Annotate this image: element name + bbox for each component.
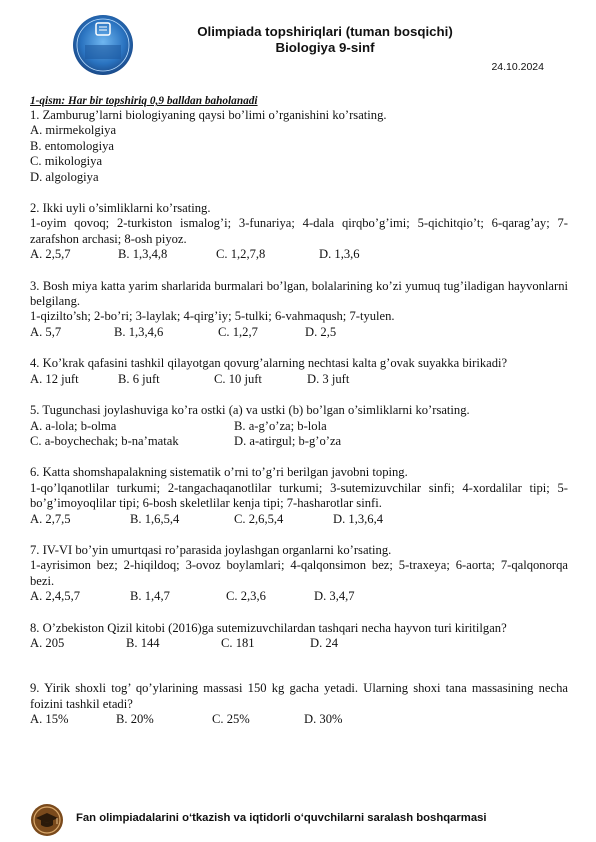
graduation-cap-icon [30, 803, 64, 837]
question-9: 9. Yirik shoxli tog’ qo’ylarining massasi 150 kg gacha yetadi. Ularning shoxi tana massasining necha foizini tashkil etadi? [30, 681, 568, 711]
options-row-2 [30, 247, 568, 262]
option-6b: B. 1,6,5,4 [130, 511, 180, 526]
option-4a: A. 12 juft [30, 371, 79, 386]
option-6d: D. 1,3,6,4 [333, 511, 384, 526]
option-7d: D. 3,4,7 [314, 589, 355, 604]
document-title: Olimpiada topshiriqlari (tuman bosqichi) [197, 24, 453, 39]
option-1a: A. mirmekolgiya [30, 123, 117, 138]
questions-container [30, 95, 568, 728]
option-9a: A. 15% [30, 712, 69, 727]
question-7-items: 1-ayrisimon bez; 2-hiqildoq; 3-ovoz boylamlari; 4-qalqonsimon bez; 5-traxeya; 6-aorta; 7-qalqonorqa bezi. [30, 558, 568, 588]
option-1d: D. algologiya [30, 169, 99, 184]
options-row-3 [30, 325, 568, 340]
option-3d: D. 2,5 [305, 324, 337, 339]
question-6-items: 1-qo’lqanotlilar turkumi; 2-tangachaqanotlilar turkumi; 3-sutemizuvchilar sinfi; 4-xordalilar tipi; 5-bo’g’imoyoqlilar tipi; 6-bosh skeletlilar kenja tipi; 7-hasharotlar sinfi. [30, 480, 568, 511]
document-date: 24.10.2024 [491, 61, 544, 73]
options-row-9 [30, 712, 568, 727]
options-row-5a [30, 419, 568, 434]
school-logo [72, 14, 134, 76]
option-6c: C. 2,6,5,4 [234, 511, 284, 526]
option-2b: B. 1,3,4,8 [118, 247, 168, 262]
question-3: 3. Bosh miya katta yarim sharlarida burmalari bo’lgan, bolalarining ko’zi yumuq tug’iladigan hayvonlarni belgilang. [30, 278, 568, 309]
footer-text: Fan olimpiadalarini o‘tkazish va iqtidorli o‘quvchilarni saralash boshqarmasi [76, 812, 487, 824]
option-2c: C. 1,2,7,8 [216, 247, 266, 262]
option-8b: B. 144 [126, 635, 160, 650]
options-row-5b [30, 434, 568, 449]
option-7c: C. 2,3,6 [226, 589, 266, 604]
option-3a: A. 5,7 [30, 324, 62, 339]
options-row-4 [30, 372, 568, 387]
option-1c: C. mikologiya [30, 154, 103, 169]
options-row-6 [30, 512, 568, 527]
question-3-items: 1-qizilto’sh; 2-bo’ri; 3-laylak; 4-qirg’iy; 5-tulki; 6-vahmaqush; 7-tyulen. [30, 309, 395, 324]
option-6a: A. 2,7,5 [30, 511, 71, 526]
question-2: 2. Ikki uyli o’simliklarni ko’rsating. [30, 201, 211, 216]
question-1: 1. Zamburug’larni biologiyaning qaysi bo’limi o’rganishini ko’rsating. [30, 108, 387, 122]
option-5d: D. a-atirgul; b-g’o’za [234, 433, 342, 448]
question-7: 7. IV-VI bo’yin umurtqasi ro’parasida joylashgan organlarni ko’rsating. [30, 542, 392, 557]
section-title: 1-qism: Har bir topshiriq 0,9 balldan baholanadi [30, 95, 258, 107]
option-4d: D. 3 juft [307, 371, 350, 386]
document-subtitle: Biologiya 9-sinf [275, 40, 375, 55]
question-5: 5. Tugunchasi joylashuviga ko’ra ostki (a) va ustki (b) bo’lgan o’simliklarni ko’rsating. [30, 403, 470, 418]
question-4: 4. Ko’krak qafasini tashkil qilayotgan qovurg’alarning nechtasi kalta g’ovak suyakka birikadi? [30, 356, 508, 371]
option-9c: C. 25% [212, 712, 250, 727]
question-8: 8. O’zbekiston Qizil kitobi (2016)ga sutemizuvchilardan tashqari necha hayvon turi kiritilgan? [30, 620, 507, 635]
option-2d: D. 1,3,6 [319, 247, 360, 262]
question-2-items: 1-oyim qovoq; 2-turkiston ismalog’i; 3-funariya; 4-dala qirqbo’g’imi; 5-qichitqio’t; 6-qarag’ay; 7-zarafshon archasi; 8-osh piyoz. [30, 216, 568, 246]
option-5b: B. a-g’o’za; b-lola [234, 418, 327, 433]
option-9b: B. 20% [116, 712, 154, 727]
option-3b: B. 1,3,4,6 [114, 324, 164, 339]
option-8a: A. 205 [30, 635, 65, 650]
option-1b: B. entomologiya [30, 138, 114, 153]
option-2a: A. 2,5,7 [30, 247, 71, 262]
options-row-8 [30, 636, 568, 651]
option-3c: C. 1,2,7 [218, 324, 258, 339]
option-4b: B. 6 juft [118, 371, 160, 386]
option-8c: C. 181 [221, 635, 255, 650]
option-7b: B. 1,4,7 [130, 589, 170, 604]
option-7a: A. 2,4,5,7 [30, 589, 81, 604]
question-6: 6. Katta shomshapalakning sistematik o’rni to’g’ri berilgan javobni toping. [30, 465, 408, 480]
option-8d: D. 24 [310, 635, 338, 650]
option-5a: A. a-lola; b-olma [30, 418, 117, 433]
option-4c: C. 10 juft [214, 371, 262, 386]
options-row-7 [30, 589, 568, 604]
option-9d: D. 30% [304, 712, 343, 727]
option-5c: C. a-boychechak; b-na’matak [30, 433, 179, 448]
